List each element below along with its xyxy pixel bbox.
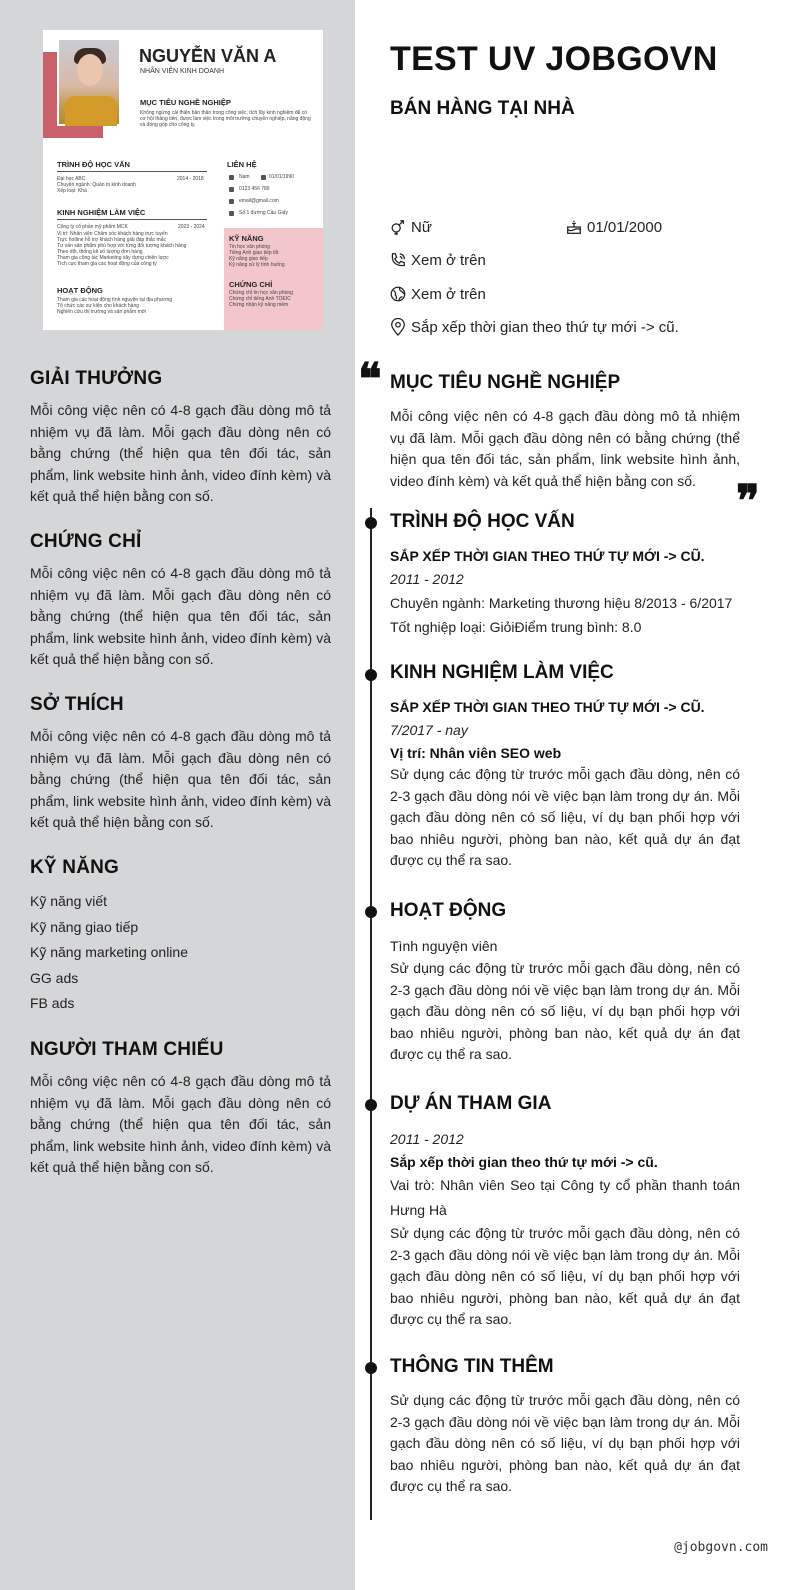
thumbnail-contact-gender: Nam [239,174,250,180]
education-major: Chuyên ngành: Marketing thương hiệu 8/2013 - 6/2017 [390,595,733,611]
thumbnail-objective-text: Không ngừng cải thiện bản thân trong công việc, tích lũy kinh nghiệm để có cơ hội thăng tiến, được làm việc trong môi trường chuyên nghiệp, năng động và đóng góp cho công ty. [140,110,311,128]
watermark: @jobgovn.com [674,1540,768,1555]
experience-company: SẮP XẾP THỜI GIAN THEO THỨ TỰ MỚI -> CŨ. [390,699,705,715]
activities-text: Sử dụng các động từ trước mỗi gạch đầu dòng, nên có 2-3 gạch đầu dòng nói về việc bạn làm trong dự án. Mỗi gạch đầu dòng nên có số liệu, ví dụ bạn phối hợp với bao nhiêu người, phòng ban nào, kết quả dự án đạt được cụ thể ra sao. [390,960,740,1062]
additional-section [390,1356,740,1498]
skill-item: FB ads [30,995,75,1012]
thumbnail-contact-email: email@gmail.com [239,198,279,204]
additional-title: THÔNG TIN THÊM [390,1356,554,1377]
certificates-text: Mỗi công việc nên có 4-8 gạch đầu dòng mô tả nhiệm vụ đã làm. Mỗi gạch đầu dòng nên có bằng chứng (thể hiện qua tên đối tác, sản phẩm, link website hình ảnh, video đính kèm) và kết quả thể hiện bằng con số. [30,565,331,667]
thumbnail-role: NHÂN VIÊN KINH DOANH [140,68,225,75]
education-school: SẮP XẾP THỜI GIAN THEO THỨ TỰ MỚI -> CŨ. [390,548,705,564]
skill-item: Kỹ năng viết [30,893,108,909]
objective-title: MỤC TIÊU NGHỀ NGHIỆP [390,372,621,393]
phone-value: Xem ở trên [411,251,486,269]
timeline-dot [365,669,377,681]
timeline-dot [365,1099,377,1111]
thumbnail-skills-text: Tin học văn phòng Tiếng Anh giao tiếp tốt Kỹ năng giao tiếp Kỹ năng xử lý tình huống [229,244,285,268]
skills-section [30,857,331,1017]
skills-title: KỸ NĂNG [30,857,120,878]
activities-section [390,900,740,1066]
experience-section [390,662,740,872]
additional-text: Sử dụng các động từ trước mỗi gạch đầu dòng, nên có 2-3 gạch đầu dòng nói về việc bạn làm trong dự án. Mỗi gạch đầu dòng nên có số liệu, ví dụ bạn phối hợp với bao nhiêu người, phòng ban nào, kết quả dự án đạt được cụ thể ra sao. [390,1392,740,1494]
education-title: TRÌNH ĐỘ HỌC VẤN [390,511,575,532]
experience-text: Sử dụng các động từ trước mỗi gạch đầu dòng, nên có 2-3 gạch đầu dòng nói về việc bạn làm trong dự án. Mỗi gạch đầu dòng nên có số liệu, ví dụ bạn phối hợp với bao nhiêu người, phòng ban nào, kết quả dự án đạt được cụ thể ra sao. [390,766,740,868]
location-pin-icon [389,318,407,336]
experience-date: 7/2017 - nay [390,722,468,738]
thumbnail-experience-date: 2023 - 2024 [178,224,205,230]
timeline-dot [365,517,377,529]
thumbnail-experience-company: Công ty cổ phần mỹ phẩm MCK [57,224,128,230]
avatar [57,38,121,126]
skill-item: Kỹ năng giao tiếp [30,918,139,935]
quote-close-icon: ❞ [736,476,760,527]
objective-text: Mỗi công việc nên có 4-8 gạch đầu dòng mô tả nhiệm vụ đã làm. Mỗi gạch đầu dòng nên có bằng chứng (thể hiện qua tên đối tác, sản phẩm, link website hình ảnh, video đính kèm) và kết quả thể hiện bằng con số. [390,408,740,489]
references-text: Mỗi công việc nên có 4-8 gạch đầu dòng mô tả nhiệm vụ đã làm. Mỗi gạch đầu dòng nên có bằng chứng (thể hiện qua tên đối tác, sản phẩm, link website hình ảnh, video đính kèm) và kết quả thể hiện bằng con số. [30,1073,331,1175]
thumbnail-cert-title: CHỨNG CHỈ [229,280,273,289]
awards-section [30,368,331,508]
timeline-dot [365,1362,377,1374]
phone-icon [389,251,407,269]
globe-icon [389,285,407,303]
education-date: 2011 - 2012 [390,571,464,587]
skill-item: GG ads [30,969,79,986]
thumbnail-contact-birthday: 01/01/1990 [269,174,295,180]
thumbnail-education-text: Đại học ABC Chuyên ngành: Quản trị kinh doanh Xếp loại: Khá [57,176,136,194]
candidate-position: BÁN HÀNG TẠI NHÀ [390,98,575,119]
projects-title: DỰ ÁN THAM GIA [390,1093,552,1114]
gender-icon [389,218,407,236]
activities-name: Tình nguyện viên [390,938,498,954]
address-info [389,318,679,336]
certificates-section [30,531,331,671]
cake-icon [565,218,583,236]
projects-date: 2011 - 2012 [390,1131,464,1147]
hobbies-section [30,694,331,834]
projects-text: Sử dụng các động từ trước mỗi gạch đầu dòng, nên có 2-3 gạch đầu dòng nói về việc bạn làm trong dự án. Mỗi gạch đầu dòng nên có số liệu, ví dụ bạn phối hợp với bao nhiêu người, phòng ban nào, kết quả dự án đạt được cụ thể ra sao. [390,1225,740,1327]
birthday-value: 01/01/2000 [587,218,663,236]
education-grade: Tốt nghiệp loại: GiỏiĐiểm trung bình: 8.0 [390,619,642,635]
address-value: Sắp xếp thời gian theo thứ tự mới -> cũ. [411,318,679,336]
thumbnail-name: NGUYỄN VĂN A [139,46,277,66]
projects-name: Sắp xếp thời gian theo thứ tự mới -> cũ. [390,1154,658,1170]
awards-title: GIẢI THƯỞNG [30,368,163,389]
thumbnail-contact-title: LIÊN HỆ [227,160,257,169]
thumbnail-contact-phone: 0123 456 789 [239,186,270,192]
references-title: NGƯỜI THAM CHIẾU [30,1039,224,1060]
thumbnail-experience-text: Vị trí: Nhân viên Chăm sóc khách hàng trực tuyến Trực hotline hỗ trợ khách hàng giải đáp thắc mắc Tư vấn sản phẩm phù hợp với từng đối tượng khách hàng Theo dõi, thống kê số lượng đơn hàng Tham gia công tác Marketing xây dựng chiến lược Tích cực tham gia các hoạt động của công ty [57,231,187,267]
certificates-title: CHỨNG CHỈ [30,531,142,552]
projects-role: Vai trò: Nhân viên Seo tại Công ty cổ phần thanh toán Hưng Hà [390,1177,740,1218]
education-section [390,511,740,639]
timeline-dot [365,906,377,918]
objective-section [390,372,740,492]
activities-title: HOẠT ĐỘNG [390,900,507,921]
phone-info [389,251,486,269]
experience-title: KINH NGHIỆM LÀM VIỆC [390,662,614,683]
thumbnail-objective-title: MỤC TIÊU NGHỀ NGHIỆP [140,98,231,107]
thumbnail-skills-title: KỸ NĂNG [229,234,264,243]
hobbies-text: Mỗi công việc nên có 4-8 gạch đầu dòng mô tả nhiệm vụ đã làm. Mỗi gạch đầu dòng nên có bằng chứng (thể hiện qua tên đối tác, sản phẩm, link website hình ảnh, video đính kèm) và kết quả thể hiện bằng con số. [30,728,331,830]
website-value: Xem ở trên [411,285,486,303]
gender-value: Nữ [411,218,432,236]
thumbnail-experience-title: KINH NGHIỆM LÀM VIỆC [57,208,146,217]
hobbies-title: SỞ THÍCH [30,694,124,715]
projects-section [390,1093,740,1331]
thumbnail-cert-text: Chứng chỉ tin học văn phòng Chứng chỉ tiếng Anh TOEIC Chứng nhận kỹ năng mềm [229,290,293,308]
thumbnail-activities-title: HOẠT ĐỘNG [57,286,103,295]
thumbnail-contact-address: Số 1 đường Cầu Giấy [239,210,288,216]
skill-item: Kỹ năng marketing online [30,944,188,961]
website-info [389,285,486,303]
birthday-info [565,218,662,236]
quote-open-icon: ❝ [358,354,382,405]
candidate-name: TEST UV JOBGOVN [390,40,718,78]
gender-info [389,218,432,236]
cv-thumbnail [43,30,323,330]
awards-text: Mỗi công việc nên có 4-8 gạch đầu dòng mô tả nhiệm vụ đã làm. Mỗi gạch đầu dòng nên có bằng chứng (thể hiện qua tên đối tác, sản phẩm, link website hình ảnh, video đính kèm) và kết quả thể hiện bằng con số. [30,402,331,504]
experience-role: Vị trí: Nhân viên SEO web [390,745,562,761]
thumbnail-activities-text: Tham gia các hoạt động tình nguyện tại địa phương Tổ chức các sự kiện cho khách hàng Nghiên cứu thị trường và sản phẩm mới [57,297,173,315]
references-section [30,1039,331,1179]
thumbnail-education-date: 2014 - 2018 [177,176,204,182]
thumbnail-education-title: TRÌNH ĐỘ HỌC VẤN [57,160,130,169]
